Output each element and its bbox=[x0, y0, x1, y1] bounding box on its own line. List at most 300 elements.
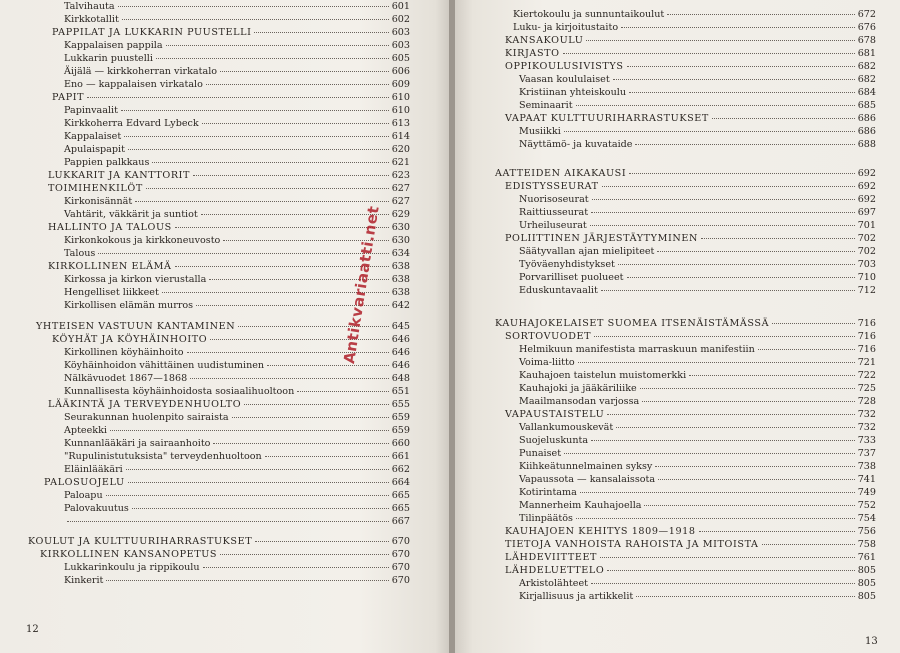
toc-entry-page: 613 bbox=[391, 118, 410, 129]
toc-entry bbox=[519, 271, 876, 284]
dot-leader bbox=[591, 212, 855, 213]
dot-leader bbox=[658, 479, 855, 480]
toc-entry-page: 678 bbox=[857, 35, 876, 46]
toc-entry-page: 702 bbox=[857, 233, 876, 244]
toc-entry bbox=[40, 548, 410, 561]
dot-leader bbox=[206, 84, 389, 85]
toc-entry-title: YHTEISEN VASTUUN KANTAMINEN bbox=[36, 321, 236, 332]
dot-leader bbox=[106, 495, 389, 496]
toc-entry-page: 623 bbox=[391, 170, 410, 181]
dot-leader bbox=[627, 277, 855, 278]
toc-entry-title: Lukkarinkoulu ja rippikoulu bbox=[64, 562, 200, 573]
dot-leader bbox=[586, 40, 854, 41]
toc-entry-page: 605 bbox=[391, 53, 410, 64]
toc-entry bbox=[64, 424, 410, 437]
toc-entry-title: Hengelliset liikkeet bbox=[64, 287, 159, 298]
toc-entry-page: 682 bbox=[857, 74, 876, 85]
toc-entry-title: Musiikki bbox=[519, 126, 561, 137]
dot-leader bbox=[642, 401, 854, 402]
toc-entry-page: 692 bbox=[857, 181, 876, 192]
toc-entry-title: Arkistolähteet bbox=[519, 578, 588, 589]
dot-leader bbox=[712, 118, 855, 119]
toc-entry-title: Apulaispapit bbox=[64, 144, 125, 155]
toc-entry-page: 627 bbox=[391, 196, 410, 207]
dot-leader bbox=[126, 469, 389, 470]
toc-entry bbox=[64, 39, 410, 52]
dot-leader bbox=[297, 391, 388, 392]
toc-entry bbox=[519, 486, 876, 499]
toc-entry bbox=[519, 577, 876, 590]
toc-entry-title: Maailmansodan varjossa bbox=[519, 396, 640, 407]
dot-leader bbox=[146, 188, 389, 189]
toc-entry-page: 648 bbox=[391, 373, 410, 384]
toc-entry-page: 660 bbox=[391, 438, 410, 449]
dot-leader bbox=[640, 388, 855, 389]
toc-entry-page: 716 bbox=[857, 318, 876, 329]
toc-entry-title: Vahtärit, väkkärit ja suntiot bbox=[64, 209, 198, 220]
dot-leader bbox=[655, 466, 854, 467]
toc-entry bbox=[64, 130, 410, 143]
toc-entry-title: LÄÄKINTÄ JA TERVEYDENHUOLTO bbox=[48, 399, 242, 410]
toc-entry-title: Kauhajoki ja jääkäriliike bbox=[519, 383, 637, 394]
toc-entry-page: 670 bbox=[391, 575, 410, 586]
dot-leader bbox=[657, 251, 854, 252]
toc-entry bbox=[519, 138, 876, 151]
toc-entry-title: Kirkonkokous ja kirkkoneuvosto bbox=[64, 235, 221, 246]
dot-leader bbox=[203, 567, 389, 568]
toc-entry bbox=[519, 499, 876, 512]
toc-entry-title: AATTEIDEN AIKAKAUSI bbox=[495, 168, 627, 179]
toc-entry bbox=[519, 245, 876, 258]
dot-leader bbox=[128, 482, 389, 483]
toc-entry-page: 642 bbox=[391, 300, 410, 311]
toc-entry-title: TIETOJA VANHOISTA RAHOISTA JA MITOISTA bbox=[505, 539, 759, 550]
watermark-stamp: Antikvariaatti.net bbox=[340, 204, 383, 365]
toc-entry-title: Kauhajoen taistelun muistomerkki bbox=[519, 370, 687, 381]
toc-entry-page: 710 bbox=[857, 272, 876, 283]
toc-entry bbox=[48, 221, 410, 234]
toc-entry bbox=[48, 182, 410, 195]
dot-leader bbox=[254, 32, 388, 33]
dot-leader bbox=[607, 414, 854, 415]
dot-leader bbox=[576, 518, 855, 519]
toc-entry-page: 670 bbox=[391, 562, 410, 573]
toc-entry-title: Eläinlääkäri bbox=[64, 464, 123, 475]
dot-leader bbox=[607, 570, 854, 571]
dot-leader bbox=[152, 162, 388, 163]
toc-entry-title: Palovakuutus bbox=[64, 503, 129, 514]
toc-entry-page: 620 bbox=[391, 144, 410, 155]
toc-entry bbox=[64, 52, 410, 65]
toc-entry-title: HALLINTO JA TALOUS bbox=[48, 222, 172, 233]
dot-leader bbox=[563, 53, 855, 54]
toc-entry-title: TOIMIHENKILÖT bbox=[48, 183, 143, 194]
toc-entry-page: 603 bbox=[391, 27, 410, 38]
toc-entry bbox=[519, 590, 876, 603]
toc-entry-title: Äijälä — kirkkoherran virkatalo bbox=[64, 66, 218, 77]
toc-entry bbox=[64, 450, 410, 463]
dot-leader bbox=[613, 79, 855, 80]
dot-leader bbox=[616, 427, 854, 428]
toc-entry bbox=[64, 195, 410, 208]
toc-entry-title: KAUHAJOEN KEHITYS 1809—1918 bbox=[505, 526, 696, 537]
left-page-number: 12 bbox=[26, 624, 39, 635]
toc-entry-title: Kappalaisen pappila bbox=[64, 40, 163, 51]
toc-entry-title: Raittiusseurat bbox=[519, 207, 589, 218]
right-page-number: 13 bbox=[865, 636, 878, 647]
dot-leader bbox=[128, 149, 389, 150]
dot-leader bbox=[255, 541, 388, 542]
toc-entry-page: 606 bbox=[391, 66, 410, 77]
toc-entry-title: Vapaussota — kansalaissota bbox=[519, 474, 656, 485]
toc-entry-page: 646 bbox=[391, 347, 410, 358]
toc-entry bbox=[505, 60, 876, 73]
toc-entry bbox=[505, 538, 876, 551]
dot-leader bbox=[590, 225, 855, 226]
toc-entry-page: 805 bbox=[857, 591, 876, 602]
toc-entry-page: 716 bbox=[857, 344, 876, 355]
dot-leader bbox=[592, 199, 855, 200]
toc-entry bbox=[505, 180, 876, 193]
toc-entry bbox=[519, 284, 876, 297]
toc-entry-title: Kirjallisuus ja artikkelit bbox=[519, 591, 634, 602]
toc-entry-title: Talous bbox=[64, 248, 96, 259]
toc-entry bbox=[64, 437, 410, 450]
toc-entry bbox=[505, 408, 876, 421]
dot-leader bbox=[762, 544, 855, 545]
dot-leader bbox=[124, 136, 388, 137]
toc-entry bbox=[519, 369, 876, 382]
dot-leader bbox=[121, 110, 389, 111]
toc-entry bbox=[64, 574, 410, 587]
toc-entry-page: 685 bbox=[857, 100, 876, 111]
toc-entry bbox=[519, 125, 876, 138]
dot-leader bbox=[244, 404, 388, 405]
toc-entry-title: EDISTYSSEURAT bbox=[505, 181, 599, 192]
toc-entry-page: 655 bbox=[391, 399, 410, 410]
toc-entry-page: 805 bbox=[857, 578, 876, 589]
toc-entry-title: Punaiset bbox=[519, 448, 562, 459]
left-page bbox=[0, 0, 449, 653]
toc-entry-title: Kirkkotallit bbox=[64, 14, 119, 25]
toc-entry-page: 697 bbox=[857, 207, 876, 218]
dot-leader bbox=[580, 492, 855, 493]
toc-entry-title: Kirkossa ja kirkon vierustalla bbox=[64, 274, 207, 285]
toc-entry-title: KAUHAJOKELAISET SUOMEA ITSENÄISTÄMÄSSÄ bbox=[495, 318, 770, 329]
toc-entry-page: 702 bbox=[857, 246, 876, 257]
toc-entry bbox=[505, 551, 876, 564]
dot-leader bbox=[667, 14, 854, 15]
toc-entry bbox=[52, 26, 410, 39]
toc-entry-page: 692 bbox=[857, 194, 876, 205]
toc-entry-page: 609 bbox=[391, 79, 410, 90]
toc-entry-page: 664 bbox=[391, 477, 410, 488]
dot-leader bbox=[564, 453, 855, 454]
dot-leader bbox=[591, 440, 855, 441]
toc-entry-title: Voima-liitto bbox=[519, 357, 575, 368]
toc-entry-page: 725 bbox=[857, 383, 876, 394]
toc-entry-page: 738 bbox=[857, 461, 876, 472]
dot-leader bbox=[629, 173, 854, 174]
dot-leader bbox=[621, 27, 855, 28]
toc-entry-title: Helmikuun manifestista marraskuun manifestiin bbox=[519, 344, 755, 355]
toc-entry bbox=[505, 112, 876, 125]
toc-entry bbox=[64, 515, 410, 528]
toc-entry-title: Kristiinan yhteiskoulu bbox=[519, 87, 627, 98]
right-page bbox=[455, 0, 900, 653]
toc-entry-page: 651 bbox=[391, 386, 410, 397]
dot-leader bbox=[166, 45, 389, 46]
dot-leader bbox=[564, 131, 855, 132]
toc-entry-page: 721 bbox=[857, 357, 876, 368]
toc-entry-title: Vallankumouskevät bbox=[519, 422, 614, 433]
dot-leader bbox=[758, 349, 855, 350]
toc-entry-title: Kinkerit bbox=[64, 575, 104, 586]
toc-entry-page: 686 bbox=[857, 126, 876, 137]
dot-leader bbox=[193, 175, 389, 176]
toc-entry-title: Kunnanlääkäri ja sairaanhoito bbox=[64, 438, 211, 449]
dot-leader bbox=[699, 531, 855, 532]
toc-entry-title: Kiihkeätunnelmainen syksy bbox=[519, 461, 653, 472]
toc-entry-page: 722 bbox=[857, 370, 876, 381]
toc-entry-title: LÄHDEVIITTEET bbox=[505, 552, 598, 563]
toc-entry-page: 692 bbox=[857, 168, 876, 179]
toc-entry bbox=[64, 143, 410, 156]
toc-entry-page: 665 bbox=[391, 490, 410, 501]
toc-entry-title: KANSAKOULU bbox=[505, 35, 584, 46]
toc-entry-title: Pappien palkkaus bbox=[64, 157, 150, 168]
toc-entry-title: KOULUT JA KULTTUURIHARRASTUKSET bbox=[28, 536, 253, 547]
toc-entry bbox=[519, 99, 876, 112]
toc-entry-title: PALOSUOJELU bbox=[44, 477, 125, 488]
toc-entry bbox=[64, 156, 410, 169]
left-toc bbox=[0, 0, 449, 653]
toc-entry bbox=[44, 476, 410, 489]
toc-entry-page: 670 bbox=[391, 549, 410, 560]
toc-entry bbox=[64, 104, 410, 117]
toc-entry bbox=[505, 47, 876, 60]
toc-entry-page: 682 bbox=[857, 61, 876, 72]
toc-entry-page: 741 bbox=[857, 474, 876, 485]
toc-entry-title: Eno — kappalaisen virkatalo bbox=[64, 79, 203, 90]
dot-leader bbox=[629, 92, 855, 93]
right-toc bbox=[455, 0, 900, 653]
dot-leader bbox=[238, 326, 388, 327]
toc-entry-page: 728 bbox=[857, 396, 876, 407]
toc-entry-page: 627 bbox=[391, 183, 410, 194]
toc-entry-page: 645 bbox=[391, 321, 410, 332]
toc-entry-title: Talvihauta bbox=[64, 1, 115, 12]
toc-entry bbox=[64, 0, 410, 13]
toc-entry-title: Näyttämö- ja kuvataide bbox=[519, 139, 633, 150]
toc-entry bbox=[505, 525, 876, 538]
toc-entry bbox=[28, 535, 410, 548]
toc-entry-title: Urheiluseurat bbox=[519, 220, 587, 231]
toc-entry-page: 676 bbox=[857, 22, 876, 33]
toc-entry bbox=[64, 13, 410, 26]
toc-entry-page: 646 bbox=[391, 360, 410, 371]
toc-entry-page: 614 bbox=[391, 131, 410, 142]
toc-entry bbox=[519, 258, 876, 271]
toc-entry-title: "Rupulinistutuksista" terveydenhuoltoon bbox=[64, 451, 262, 462]
toc-entry bbox=[505, 564, 876, 577]
dot-leader bbox=[265, 456, 389, 457]
toc-entry bbox=[519, 193, 876, 206]
dot-leader bbox=[190, 378, 388, 379]
toc-entry-page: 629 bbox=[391, 209, 410, 220]
toc-entry bbox=[519, 460, 876, 473]
toc-entry bbox=[519, 206, 876, 219]
toc-entry-page: 667 bbox=[391, 516, 410, 527]
toc-entry-page: 672 bbox=[857, 9, 876, 20]
toc-entry bbox=[519, 473, 876, 486]
toc-entry-title: Kirkonisännät bbox=[64, 196, 133, 207]
toc-entry-title: PAPPILAT JA LUKKARIN PUUSTELLI bbox=[52, 27, 252, 38]
toc-entry-title: Säätyvallan ajan mielipiteet bbox=[519, 246, 655, 257]
toc-entry-page: 684 bbox=[857, 87, 876, 98]
dot-leader bbox=[689, 375, 855, 376]
toc-entry bbox=[513, 8, 876, 21]
dot-leader bbox=[602, 186, 855, 187]
toc-entry-page: 634 bbox=[391, 248, 410, 259]
dot-leader bbox=[87, 97, 389, 98]
toc-entry bbox=[495, 167, 876, 180]
dot-leader bbox=[135, 201, 388, 202]
dot-leader bbox=[601, 290, 855, 291]
toc-entry-title: OPPIKOULUSIVISTYS bbox=[505, 61, 624, 72]
dot-leader bbox=[267, 365, 389, 366]
toc-entry-page: 712 bbox=[857, 285, 876, 296]
toc-entry-title: Paloapu bbox=[64, 490, 103, 501]
toc-entry-title: Kappalaiset bbox=[64, 131, 122, 142]
toc-entry-page: 737 bbox=[857, 448, 876, 459]
toc-entry-title: Porvarilliset puolueet bbox=[519, 272, 624, 283]
toc-entry-title: Nälkävuodet 1867—1868 bbox=[64, 373, 188, 384]
dot-leader bbox=[175, 227, 389, 228]
dot-leader bbox=[220, 554, 389, 555]
toc-entry bbox=[48, 169, 410, 182]
toc-entry-page: 752 bbox=[857, 500, 876, 511]
toc-entry-title: Seurakunnan huolenpito sairaista bbox=[64, 412, 229, 423]
toc-entry bbox=[64, 463, 410, 476]
toc-entry bbox=[519, 395, 876, 408]
toc-entry bbox=[519, 382, 876, 395]
dot-leader bbox=[600, 557, 855, 558]
dot-leader bbox=[594, 336, 855, 337]
toc-entry bbox=[505, 34, 876, 47]
toc-entry-title: LÄHDELUETTELO bbox=[505, 565, 605, 576]
dot-leader bbox=[644, 505, 854, 506]
toc-entry bbox=[64, 78, 410, 91]
toc-entry bbox=[505, 330, 876, 343]
toc-entry bbox=[519, 356, 876, 369]
toc-entry-page: 681 bbox=[857, 48, 876, 59]
dot-leader bbox=[627, 66, 855, 67]
dot-leader bbox=[220, 71, 389, 72]
toc-entry bbox=[64, 489, 410, 502]
toc-entry bbox=[519, 512, 876, 525]
toc-entry-title: Vaasan koululaiset bbox=[519, 74, 610, 85]
toc-entry bbox=[64, 65, 410, 78]
toc-entry bbox=[64, 372, 410, 385]
toc-entry-page: 630 bbox=[391, 235, 410, 246]
toc-entry-page: 701 bbox=[857, 220, 876, 231]
toc-entry bbox=[64, 561, 410, 574]
toc-entry bbox=[519, 343, 876, 356]
toc-entry-page: 749 bbox=[857, 487, 876, 498]
toc-entry bbox=[519, 219, 876, 232]
toc-entry-title: Suojeluskunta bbox=[519, 435, 589, 446]
dot-leader bbox=[106, 580, 388, 581]
toc-entry bbox=[519, 73, 876, 86]
toc-entry bbox=[519, 447, 876, 460]
dot-leader bbox=[201, 214, 389, 215]
toc-entry-title: Työväenyhdistykset bbox=[519, 259, 615, 270]
dot-leader bbox=[210, 339, 388, 340]
toc-entry-page: 602 bbox=[391, 14, 410, 25]
dot-leader bbox=[701, 238, 855, 239]
dot-leader bbox=[591, 583, 855, 584]
dot-leader bbox=[67, 521, 389, 522]
toc-entry-page: 661 bbox=[391, 451, 410, 462]
toc-entry-title: Tilinpäätös bbox=[519, 513, 573, 524]
toc-entry bbox=[64, 411, 410, 424]
dot-leader bbox=[98, 253, 388, 254]
toc-entry-title: LUKKARIT JA KANTTORIT bbox=[48, 170, 191, 181]
dot-leader bbox=[772, 323, 855, 324]
toc-entry-title: POLIITTINEN JÄRJESTÄYTYMINEN bbox=[505, 233, 698, 244]
toc-entry-page: 688 bbox=[857, 139, 876, 150]
dot-leader bbox=[156, 58, 389, 59]
toc-entry bbox=[513, 21, 876, 34]
toc-entry-title: Eduskuntavaalit bbox=[519, 285, 598, 296]
toc-entry-title: Köyhäinhoidon vähittäinen uudistuminen bbox=[64, 360, 265, 371]
toc-entry-title: KIRKOLLINEN ELÄMÄ bbox=[48, 261, 172, 272]
dot-leader bbox=[635, 144, 854, 145]
toc-entry-page: 610 bbox=[391, 105, 410, 116]
dot-leader bbox=[110, 430, 389, 431]
toc-entry bbox=[505, 232, 876, 245]
toc-entry-page: 646 bbox=[391, 334, 410, 345]
toc-entry-page: 610 bbox=[391, 92, 410, 103]
toc-entry bbox=[519, 86, 876, 99]
toc-entry bbox=[52, 91, 410, 104]
toc-entry-title: Kunnallisesta köyhäinhoidosta sosiaalihuoltoon bbox=[64, 386, 295, 397]
toc-entry-page: 659 bbox=[391, 412, 410, 423]
toc-entry-page: 630 bbox=[391, 222, 410, 233]
toc-entry bbox=[519, 421, 876, 434]
toc-entry-page: 732 bbox=[857, 409, 876, 420]
toc-entry bbox=[64, 502, 410, 515]
toc-entry-title: Nuorisoseurat bbox=[519, 194, 589, 205]
toc-entry-title: Kiertokoulu ja sunnuntaikoulut bbox=[513, 9, 665, 20]
toc-entry-title: KIRJASTO bbox=[505, 48, 560, 59]
dot-leader bbox=[576, 105, 855, 106]
toc-entry-title: KIRKOLLINEN KANSANOPETUS bbox=[40, 549, 218, 560]
toc-entry bbox=[64, 117, 410, 130]
toc-entry-title: Kirkollinen köyhäinhoito bbox=[64, 347, 184, 358]
toc-entry-page: 662 bbox=[391, 464, 410, 475]
toc-entry-title: Kirkkoherra Edvard Lybeck bbox=[64, 118, 199, 129]
toc-entry-page: 670 bbox=[391, 536, 410, 547]
toc-entry-title: Luku- ja kirjoitustaito bbox=[513, 22, 619, 33]
toc-entry-page: 756 bbox=[857, 526, 876, 537]
toc-entry-page: 805 bbox=[857, 565, 876, 576]
toc-entry-page: 601 bbox=[391, 1, 410, 12]
dot-leader bbox=[636, 596, 854, 597]
dot-leader bbox=[202, 123, 389, 124]
toc-entry-page: 761 bbox=[857, 552, 876, 563]
